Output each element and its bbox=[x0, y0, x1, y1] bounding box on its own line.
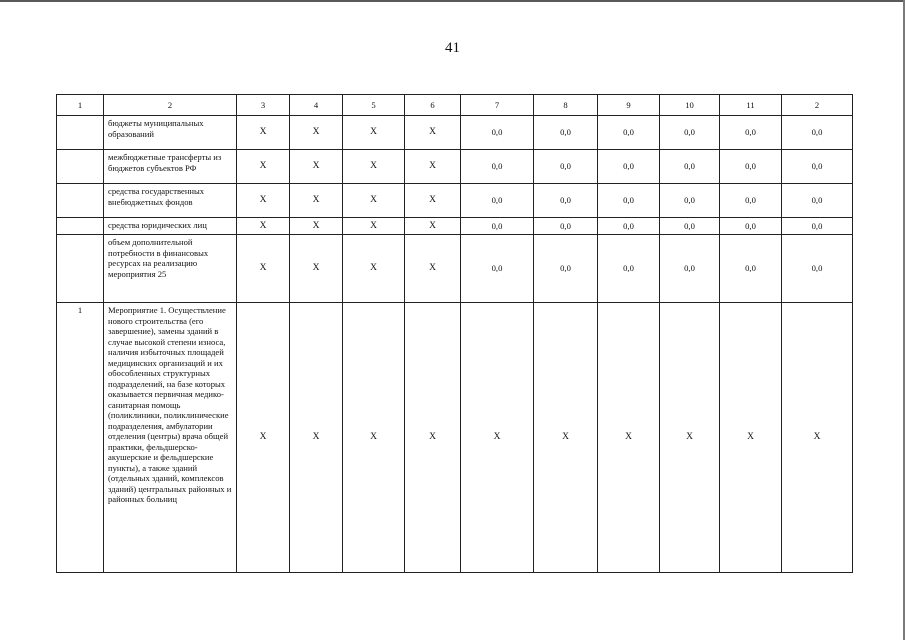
cell: 0,0 bbox=[534, 184, 598, 218]
cell: X bbox=[660, 303, 720, 573]
cell: X bbox=[290, 150, 343, 184]
cell: X bbox=[343, 235, 405, 303]
cell: X bbox=[405, 218, 461, 235]
table-row bbox=[57, 303, 853, 573]
cell: X bbox=[290, 116, 343, 150]
cell: 0,0 bbox=[534, 218, 598, 235]
cell: 0,0 bbox=[461, 150, 534, 184]
cell: 0,0 bbox=[598, 116, 660, 150]
cell: 0,0 bbox=[534, 116, 598, 150]
cell: 0,0 bbox=[598, 150, 660, 184]
cell: X bbox=[343, 150, 405, 184]
cell: 0,0 bbox=[461, 116, 534, 150]
cell: 0,0 bbox=[660, 184, 720, 218]
cell: 0,0 bbox=[660, 116, 720, 150]
row-number bbox=[57, 150, 104, 184]
cell: X bbox=[405, 150, 461, 184]
cell: 0,0 bbox=[782, 218, 853, 235]
header-cell: 2 bbox=[104, 95, 237, 116]
header-cell: 9 bbox=[598, 95, 660, 116]
cell: 0,0 bbox=[720, 150, 782, 184]
cell: X bbox=[237, 235, 290, 303]
cell: 0,0 bbox=[720, 218, 782, 235]
cell: 0,0 bbox=[720, 184, 782, 218]
cell: X bbox=[782, 303, 853, 573]
table-row bbox=[57, 116, 853, 150]
cell: 0,0 bbox=[660, 235, 720, 303]
cell: X bbox=[237, 218, 290, 235]
row-number bbox=[57, 116, 104, 150]
cell: 0,0 bbox=[660, 150, 720, 184]
cell: X bbox=[534, 303, 598, 573]
header-cell: 7 bbox=[461, 95, 534, 116]
cell: 0,0 bbox=[720, 116, 782, 150]
header-cell: 5 bbox=[343, 95, 405, 116]
cell: X bbox=[405, 235, 461, 303]
cell: 0,0 bbox=[598, 184, 660, 218]
cell: X bbox=[237, 150, 290, 184]
table-row bbox=[57, 235, 853, 303]
table-row bbox=[57, 218, 853, 235]
row-number bbox=[57, 184, 104, 218]
cell: 0,0 bbox=[782, 150, 853, 184]
cell: 0,0 bbox=[598, 218, 660, 235]
header-cell: 2 bbox=[782, 95, 853, 116]
cell: X bbox=[237, 303, 290, 573]
cell: X bbox=[290, 218, 343, 235]
header-cell: 10 bbox=[660, 95, 720, 116]
row-name: средства государственных внебюджетных фондов bbox=[104, 184, 237, 218]
header-cell: 8 bbox=[534, 95, 598, 116]
cell: 0,0 bbox=[660, 218, 720, 235]
cell: X bbox=[720, 303, 782, 573]
cell: 0,0 bbox=[534, 235, 598, 303]
cell: X bbox=[343, 303, 405, 573]
row-number bbox=[57, 235, 104, 303]
header-cell: 11 bbox=[720, 95, 782, 116]
row-number bbox=[57, 218, 104, 235]
cell: X bbox=[343, 218, 405, 235]
cell: X bbox=[290, 235, 343, 303]
cell: 0,0 bbox=[782, 235, 853, 303]
cell: X bbox=[343, 116, 405, 150]
cell: X bbox=[461, 303, 534, 573]
cell: X bbox=[290, 184, 343, 218]
cell: X bbox=[237, 184, 290, 218]
header-cell: 1 bbox=[57, 95, 104, 116]
cell: X bbox=[405, 116, 461, 150]
cell: X bbox=[405, 303, 461, 573]
table-row bbox=[57, 150, 853, 184]
cell: 0,0 bbox=[534, 150, 598, 184]
cell: X bbox=[237, 116, 290, 150]
cell: 0,0 bbox=[598, 235, 660, 303]
row-name: межбюджетные трансферты из бюджетов субъектов РФ bbox=[104, 150, 237, 184]
scan-border-top bbox=[0, 0, 905, 2]
cell: 0,0 bbox=[461, 235, 534, 303]
cell: 0,0 bbox=[461, 218, 534, 235]
cell: 0,0 bbox=[782, 184, 853, 218]
cell: 0,0 bbox=[720, 235, 782, 303]
cell: X bbox=[290, 303, 343, 573]
row-name: Мероприятие 1. Осуществление нового строительства (его завершение), замены зданий в случае высокой степени износа, наличия избыточных площадей медицинских организаций и их обособленных структурных подразделений, на базе которых оказывается первичная медико-санитарная помощь (поликлиники, поликлинические подразделения, амбулатории отделения (центры) врача общей практики, фельдшерско-акушерские и фельдшерские пункты), а также зданий (отдельных зданий, комплексов зданий) центральных районных и районных больниц bbox=[104, 303, 237, 573]
cell: X bbox=[598, 303, 660, 573]
table-row bbox=[57, 184, 853, 218]
page-number: 41 bbox=[445, 40, 460, 56]
cell: 0,0 bbox=[461, 184, 534, 218]
financing-table bbox=[56, 94, 853, 573]
row-number: 1 bbox=[57, 303, 104, 573]
header-cell: 6 bbox=[405, 95, 461, 116]
header-cell: 4 bbox=[290, 95, 343, 116]
row-name: средства юридических лиц bbox=[104, 218, 237, 235]
row-name: бюджеты муниципальных образований bbox=[104, 116, 237, 150]
row-name: объем дополнительной потребности в финансовых ресурсах на реализацию мероприятия 25 bbox=[104, 235, 237, 303]
header-cell: 3 bbox=[237, 95, 290, 116]
cell: X bbox=[405, 184, 461, 218]
table-header-row bbox=[57, 95, 853, 116]
cell: X bbox=[343, 184, 405, 218]
cell: 0,0 bbox=[782, 116, 853, 150]
